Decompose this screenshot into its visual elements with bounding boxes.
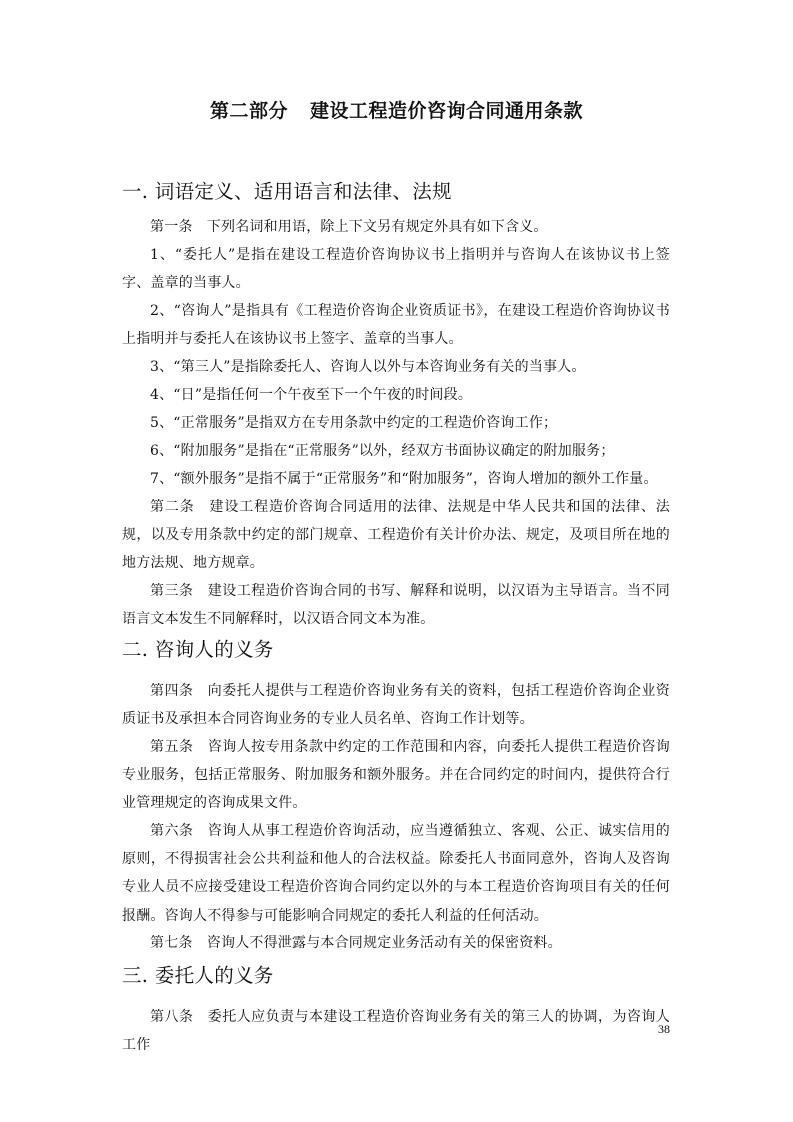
paragraph: 4、“日”是指任何一个午夜至下一个午夜的时间段。 [150, 387, 473, 403]
paragraph: 第六条 咨询人从事工程造价咨询活动，应当遵循独立、客观、公正、诚实信用的原则，不得损害社会公共利益和他人的合法权益。除委托人书面同意外，咨询人及咨询专业人员不应接受建设工程造价咨询合同约定以外的与本工程造价咨询项目有关的任何报酬。咨询人不得参与可能影响合同规定的委托人利益的任何活动。 [122, 823, 670, 924]
paragraph: 第二条 建设工程造价咨询合同适用的法律、法规是中华人民共和国的法律、法规，以及专用条款中约定的部门规章、工程造价有关计价办法、规定，及项目所在地的地方法规、地方规章。 [122, 499, 670, 572]
paragraph: 第四条 向委托人提供与工程造价咨询业务有关的资料，包括工程造价咨询企业资质证书及承担本合同咨询业务的专业人员名单、咨询工作计划等。 [122, 683, 670, 728]
paragraph: 第八条 委托人应负责与本建设工程造价咨询业务有关的第三人的协调，为咨询人工作 [122, 1009, 670, 1054]
paragraph: 第三条 建设工程造价咨询合同的书写、解释和说明，以汉语为主导语言。当不同语言文本发生不同解释时，以汉语合同文本为准。 [122, 583, 670, 628]
paragraph: 2、“咨询人”是指具有《工程造价咨询企业资质证书》，在建设工程造价咨询协议书上指明并与委托人在该协议书上签字、盖章的当事人。 [122, 303, 670, 348]
section-heading-1: 一. 词语定义、适用语言和法律、法规 [122, 180, 452, 203]
title-main: 建设工程造价咨询合同通用条款 [310, 100, 584, 122]
page-number: 38 [658, 1022, 670, 1036]
paragraph: 3、“第三人”是指除委托人、咨询人以外与本咨询业务有关的当事人。 [150, 359, 586, 375]
paragraph: 7、“额外服务”是指不属于“正常服务”和“附加服务”，咨询人增加的额外工作量。 [150, 471, 658, 487]
paragraph: 第一条 下列名词和用语，除上下文另有规定外具有如下含义。 [150, 219, 548, 235]
section-heading-3: 三. 委托人的义务 [122, 964, 274, 987]
paragraph: 第七条 咨询人不得泄露与本合同规定业务活动有关的保密资料。 [150, 935, 562, 951]
section-heading-2: 二. 咨询人的义务 [122, 638, 274, 661]
paragraph: 第五条 咨询人按专用条款中约定的工作范围和内容，向委托人提供工程造价咨询专业服务，包括正常服务、附加服务和额外服务。并在合同约定的时间内，提供符合行业管理规定的咨询成果文件。 [122, 739, 670, 812]
paragraph: 6、“附加服务”是指在“正常服务”以外，经双方书面协议确定的附加服务； [150, 443, 615, 459]
title-part: 第二部分 [209, 100, 288, 122]
paragraph: 5、“正常服务”是指双方在专用条款中约定的工程造价咨询工作； [150, 415, 558, 431]
paragraph: 1、“委托人”是指在建设工程造价咨询协议书上指明并与咨询人在该协议书上签字、盖章的当事人。 [122, 247, 670, 292]
page-title [0, 96, 793, 123]
